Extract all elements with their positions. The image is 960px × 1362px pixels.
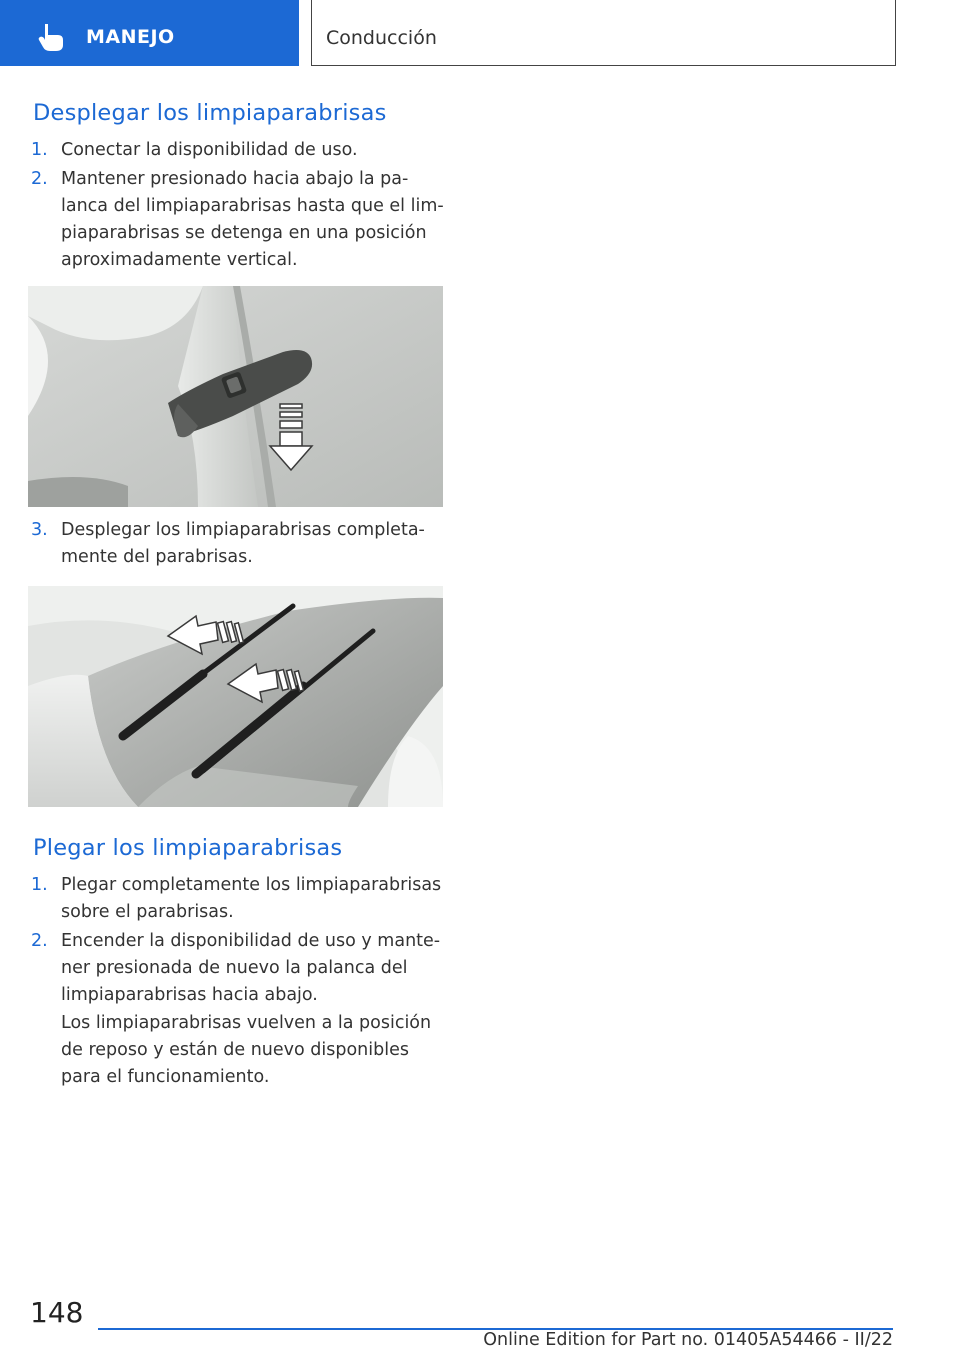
heading-unfold-wipers: Desplegar los limpiaparabrisas [33, 100, 387, 126]
chapter-tab [0, 0, 299, 66]
step-item [31, 928, 451, 1009]
step-item [31, 517, 451, 571]
heading-fold-wipers: Plegar los limpiaparabrisas [33, 835, 343, 861]
page-header [0, 0, 960, 66]
step-number: 1. [31, 875, 48, 895]
step-number: 3. [31, 520, 48, 540]
windscreen-wipers-illustration [28, 586, 443, 807]
wiper-lever-illustration [28, 286, 443, 507]
step-text: Encender la disponibilidad de uso y mante- ner presionada de nuevo la palanca del limpiaparabrisas hacia abajo. [61, 931, 441, 1005]
edition-note: Online Edition for Part no. 01405A54466 - II/22 [483, 1330, 893, 1350]
step-text: Mantener presionado hacia abajo la pa- lanca del limpiaparabrisas hasta que el lim- piaparabrisas se detenga en una posición aproximadamente vertical. [61, 169, 444, 270]
step-item [31, 166, 451, 274]
chapter-title: MANEJO [86, 26, 175, 48]
section-title: Conducción [326, 27, 437, 49]
pointing-hand-icon [36, 20, 70, 54]
step-number: 2. [31, 169, 48, 189]
step-text: Conectar la disponibilidad de uso. [61, 140, 358, 160]
step-item [31, 872, 451, 926]
step-text: Desplegar los limpiaparabrisas completa- mente del parabrisas. [61, 520, 425, 567]
step-number: 2. [31, 931, 48, 951]
section-title-box [311, 0, 896, 66]
step-item [31, 137, 451, 164]
step-number: 1. [31, 140, 48, 160]
step-text: Plegar completamente los limpiaparabrisas sobre el parabrisas. [61, 875, 442, 922]
step-note: Los limpiaparabrisas vuelven a la posición de reposo y están de nuevo disponibles para el funcionamiento. [61, 1013, 432, 1087]
page-number: 148 [30, 1296, 84, 1329]
